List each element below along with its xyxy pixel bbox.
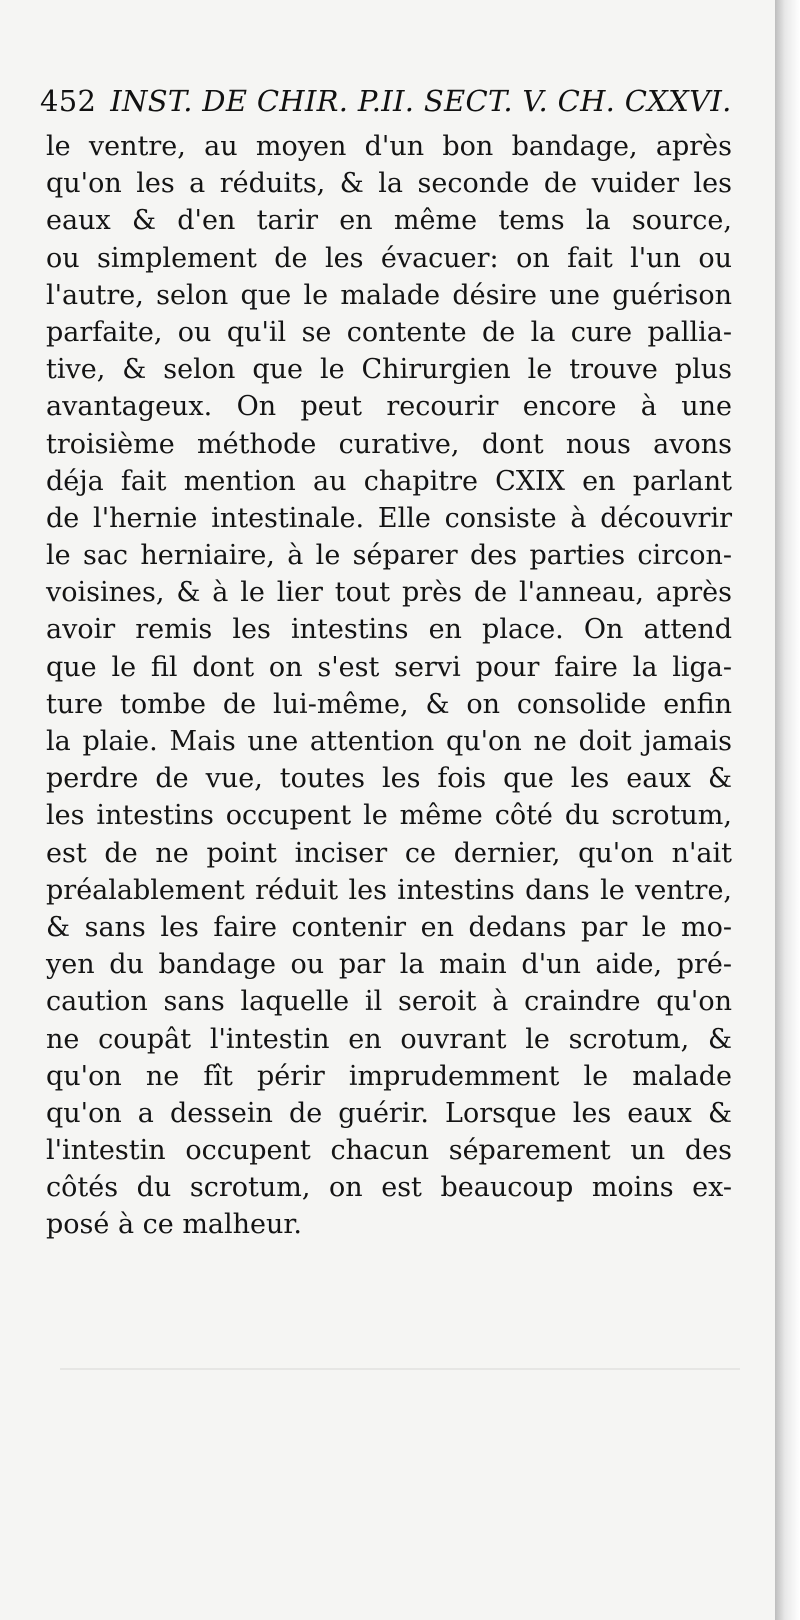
text-line: qu'on a dessein de guérir. Lorsque les eaux & [46, 1097, 732, 1129]
text-line: l'intestin occupent chacun séparement un des [46, 1135, 732, 1167]
text-line: que le fil dont on s'est servi pour faire la liga- [46, 651, 732, 683]
text-line: posé à ce malheur. [46, 1209, 302, 1241]
text-line: & sans les faire contenir en dedans par le mo- [46, 911, 732, 943]
text-line: ture tombe de lui-même, & on consolide enfin [46, 688, 732, 720]
text-line: qu'on ne fît périr imprudemment le malade [46, 1060, 732, 1092]
text-line: avantageux. On peut recourir encore à une [46, 391, 732, 423]
text-line: tive, & selon que le Chirurgien le trouve plus [46, 354, 732, 386]
body-text [46, 128, 732, 1244]
text-line: yen du bandage ou par la main d'un aide, pré- [46, 949, 732, 981]
text-line: l'autre, selon que le malade désire une guérison [46, 279, 732, 311]
page-number: 452 [40, 84, 97, 118]
text-line: ne coupât l'intestin en ouvrant le scrotum, & [46, 1023, 732, 1055]
text-line: le sac herniaire, à le séparer des parties circon- [46, 540, 732, 572]
text-line: parfaite, ou qu'il se contente de la cure pallia- [46, 316, 732, 348]
text-line: voisines, & à le lier tout près de l'anneau, après [46, 577, 732, 609]
running-header [40, 84, 732, 118]
text-line: perdre de vue, toutes les fois que les eaux & [46, 763, 732, 795]
text-line: de l'hernie intestinale. Elle consiste à découvrir [46, 502, 732, 534]
text-line: les intestins occupent le même côté du scrotum, [46, 800, 732, 832]
text-line: caution sans laquelle il seroit à craindre qu'on [46, 986, 732, 1018]
text-line: qu'on les a réduits, & la seconde de vuider les [46, 168, 732, 200]
text-line: préalablement réduit les intestins dans le ventre, [46, 874, 732, 906]
text-line: est de ne point inciser ce dernier, qu'on n'ait [46, 837, 732, 869]
text-line: déja fait mention au chapitre CXIX en parlant [46, 465, 732, 497]
text-line: le ventre, au moyen d'un bon bandage, après [46, 131, 732, 162]
text-line: côtés du scrotum, on est beaucoup moins ex- [46, 1172, 732, 1204]
text-line: troisième méthode curative, dont nous avons [46, 428, 732, 460]
page-fold-shadow [60, 1368, 740, 1370]
page-edge [775, 0, 800, 1620]
text-line: avoir remis les intestins en place. On attend [46, 614, 732, 646]
text-line: la plaie. Mais une attention qu'on ne doit jamais [46, 726, 732, 757]
show-through-text [52, 1222, 742, 1366]
running-title: INST. DE CHIR. P.II. SECT. V. CH. CXXVI. [110, 84, 732, 118]
text-line: ou simplement de les évacuer: on fait l'un ou [46, 242, 732, 274]
text-line: eaux & d'en tarir en même tems la source, [46, 205, 732, 237]
